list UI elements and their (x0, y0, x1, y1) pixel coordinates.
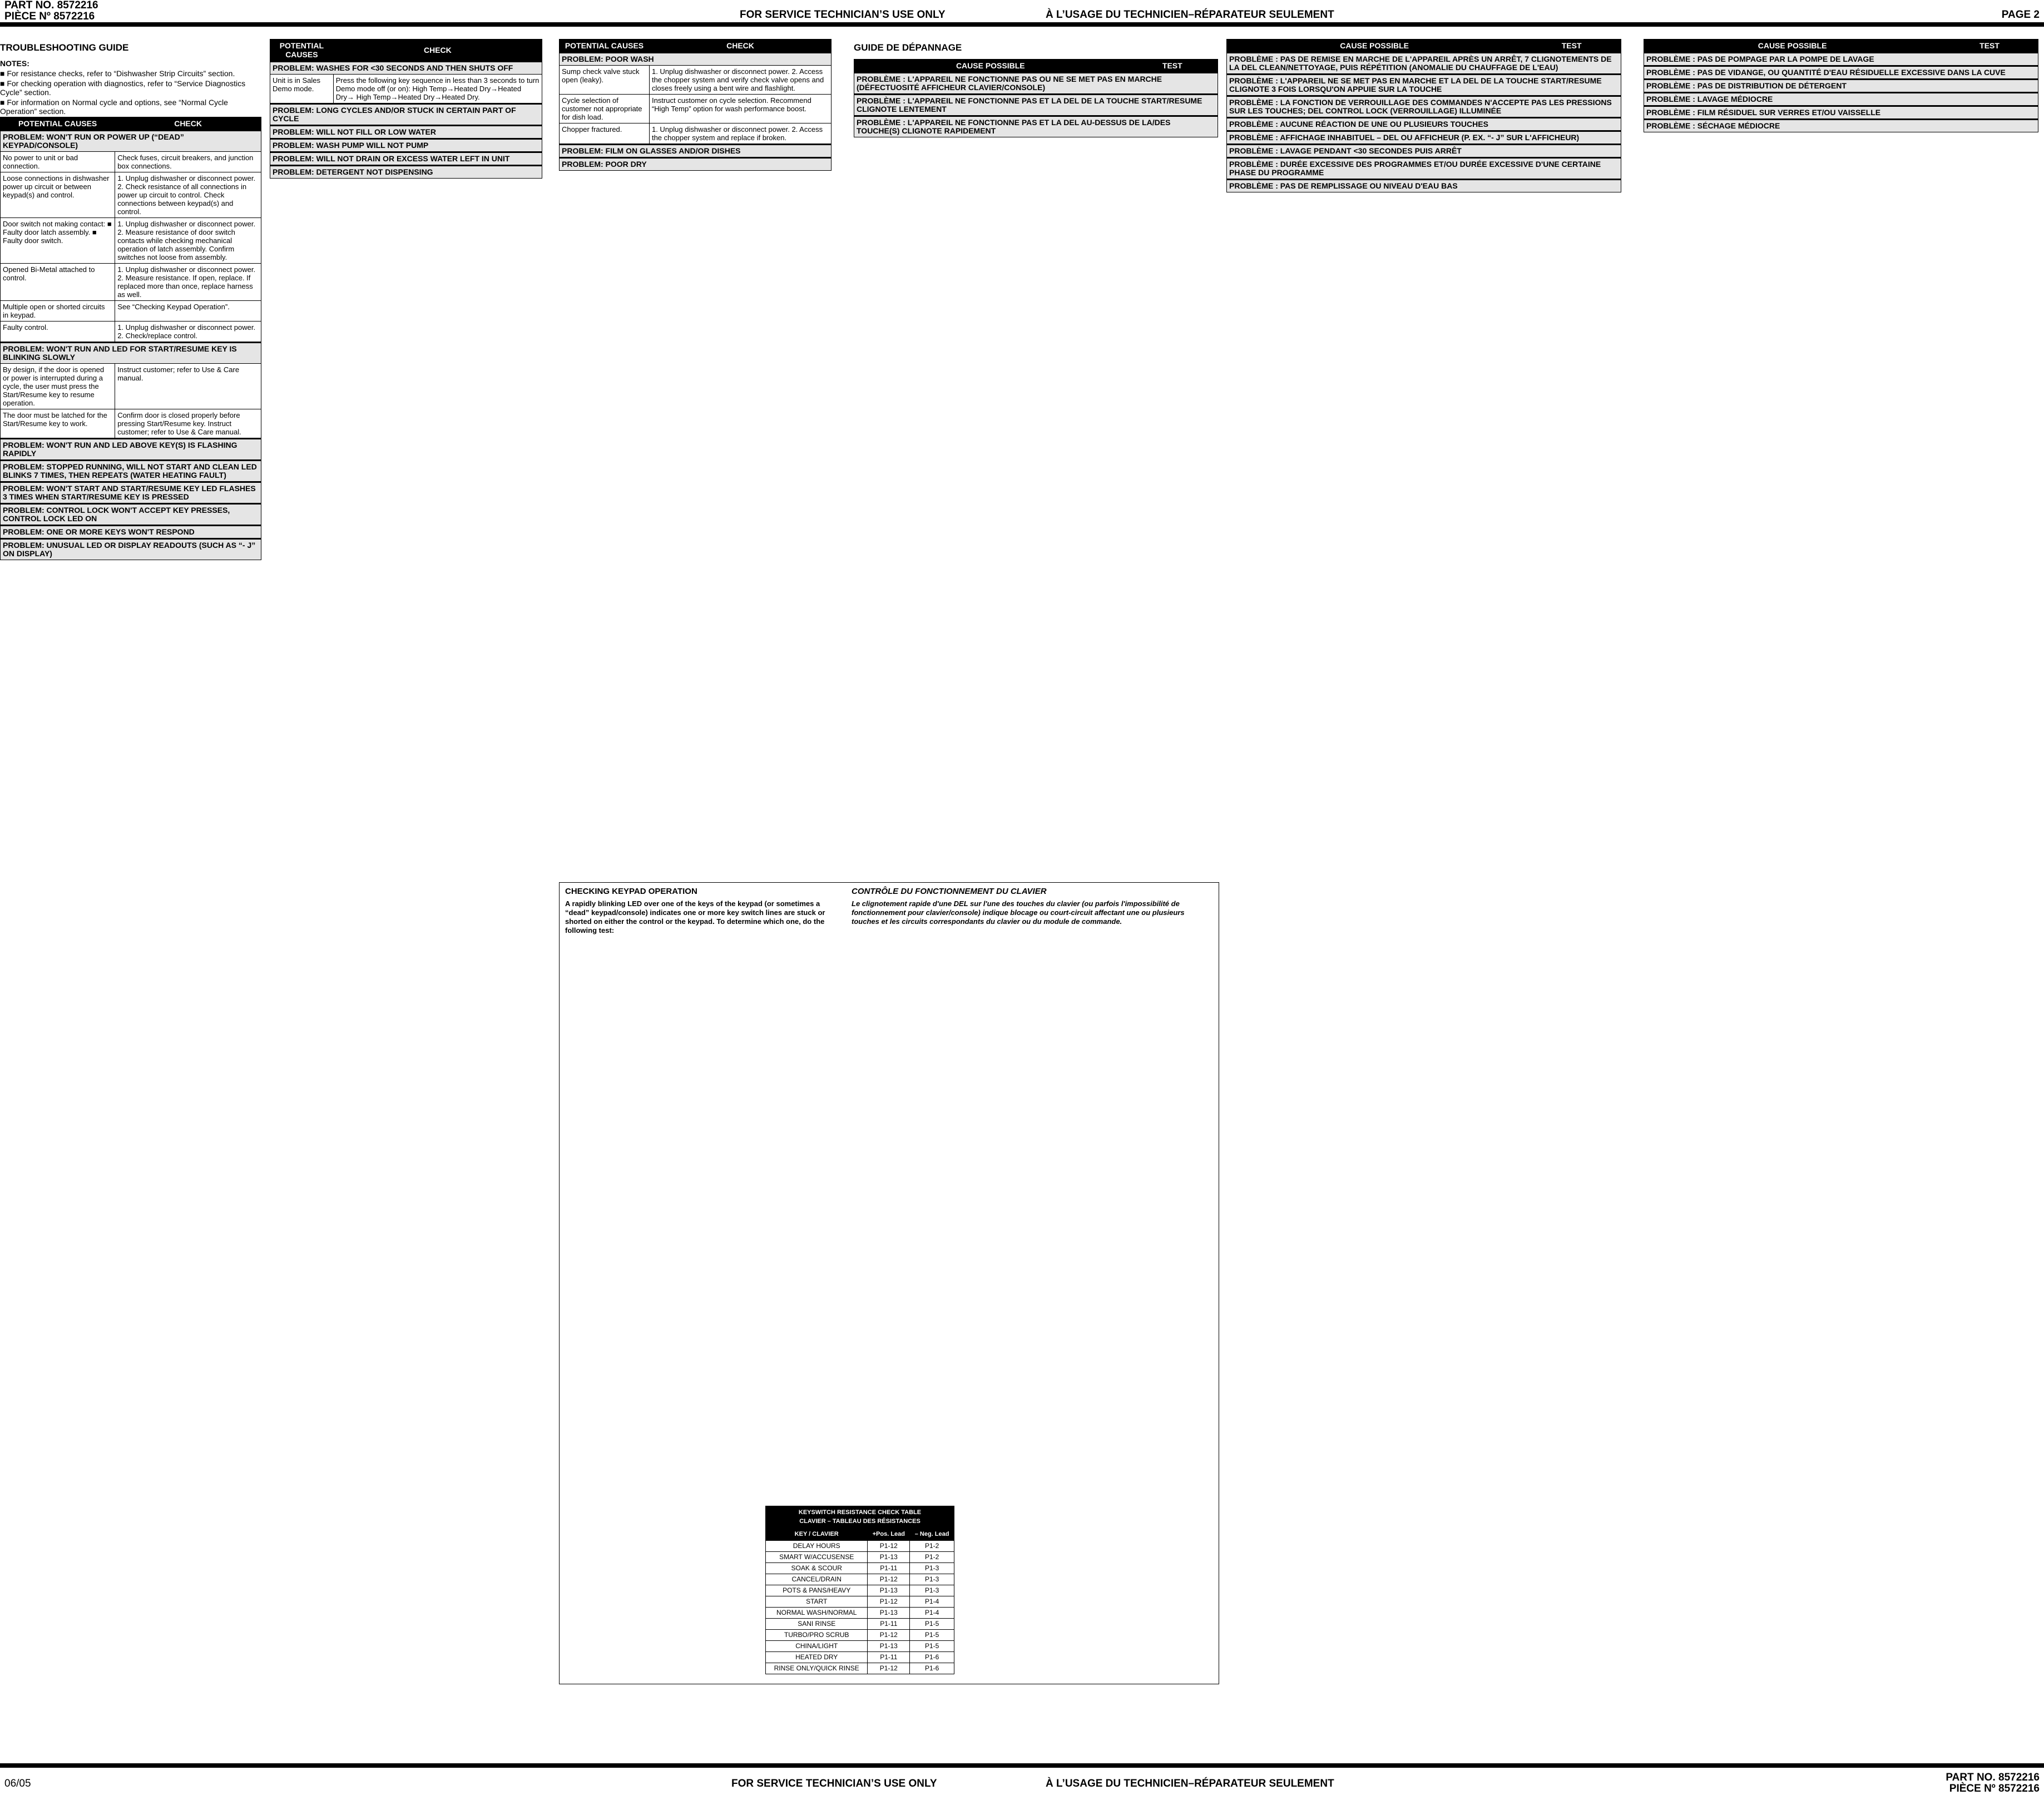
check-cell: See “Checking Keypad Operation”. (115, 301, 261, 322)
footer-date: 06/05 (4, 1778, 31, 1789)
header-cause: CAUSE POSSIBLE (1227, 39, 1522, 53)
pos-cell: P1-12 (868, 1574, 910, 1585)
neg-cell: P1-5 (910, 1619, 954, 1630)
problem-heading: PROBLEM: POOR DRY (560, 158, 832, 171)
note: ■ For resistance checks, refer to “Dishwasher Strip Circuits” section. (0, 69, 235, 78)
table-row (766, 1619, 954, 1630)
neg-cell: P1-5 (910, 1641, 954, 1652)
cause-cell: Faulty control. (1, 322, 115, 343)
table-row (766, 1641, 954, 1652)
key-cell: NORMAL WASH/NORMAL (766, 1608, 868, 1619)
problem-heading: PROBLÈME : LA FONCTION DE VERROUILLAGE DES COMMANDES N'ACCEPTE PAS LES PRESSIONS SUR LES TOUCHES; DEL CONTROL LOCK (VERROUILLAGE) ILLUMINÉE (1227, 96, 1621, 118)
problem-heading: PROBLÈME : L'APPAREIL NE FONCTIONNE PAS ET LA DEL DE LA TOUCHE START/RESUME CLIGNOTE LENTEMENT (854, 95, 1218, 116)
troubleshoot-table (270, 39, 542, 179)
column-3 (559, 39, 832, 873)
key-cell: SMART W/ACCUSENSE (766, 1552, 868, 1563)
keypad-en (565, 887, 843, 935)
ktable-title-fr: CLAVIER – TABLEAU DES RÉSISTANCES (799, 1518, 920, 1525)
problem-heading: PROBLÈME : PAS DE POMPAGE PAR LA POMPE DE LAVAGE (1644, 53, 2038, 66)
pos-cell: P1-13 (868, 1552, 910, 1563)
check-cell: Instruct customer on cycle selection. Recommend “High Temp” option for wash performance boost. (649, 95, 831, 123)
neg-cell: P1-4 (910, 1608, 954, 1619)
check-cell: Press the following key sequence in less than 3 seconds to turn Demo mode off (or on): High Temp→Heated Dry→Heated Dry→ High Temp→Heated Dry→Heated Dry. (333, 75, 542, 104)
ktable-header: – Neg. Lead (910, 1528, 954, 1541)
check-cell: Confirm door is closed properly before pressing Start/Resume key. Instruct customer; refer to Use & Care manual. (115, 409, 261, 439)
ktable-header: KEY / CLAVIER (766, 1528, 868, 1541)
header-cause: CAUSE POSSIBLE (1644, 39, 1941, 53)
neg-cell: P1-3 (910, 1563, 954, 1574)
cause-cell: Chopper fractured. (560, 123, 650, 145)
header-test: TEST (1127, 60, 1218, 73)
problem-heading: PROBLEM: WON'T RUN AND LED ABOVE KEY(S) IS FLASHING RAPIDLY (1, 439, 261, 461)
problem-heading: PROBLÈME : PAS DE VIDANGE, OU QUANTITÉ D'EAU RÉSIDUELLE EXCESSIVE DANS LA CUVE (1644, 66, 2038, 80)
table-row (1, 322, 261, 343)
header-cause: POTENTIAL CAUSES (560, 39, 650, 53)
table-row (270, 75, 542, 104)
problem-heading: PROBLEM: ONE OR MORE KEYS WON'T RESPOND (1, 526, 261, 539)
part-no: PART NO. 8572216 (4, 0, 98, 11)
problem-heading: PROBLEM: WILL NOT DRAIN OR EXCESS WATER LEFT IN UNIT (270, 152, 542, 166)
problem-heading: PROBLÈME : AUCUNE RÉACTION DE UNE OU PLUSIEURS TOUCHES (1227, 118, 1621, 131)
key-cell: CHINA/LIGHT (766, 1641, 868, 1652)
problem-heading: PROBLEM: WON'T RUN AND LED FOR START/RESUME KEY IS BLINKING SLOWLY (1, 343, 261, 364)
header-check: CHECK (115, 117, 261, 131)
pos-cell: P1-13 (868, 1641, 910, 1652)
pos-cell: P1-11 (868, 1652, 910, 1663)
column-2 (270, 39, 542, 1758)
check-cell: 1. Unplug dishwasher or disconnect power. 2. Access the chopper system and replace if broken. (649, 123, 831, 145)
problem-heading: PROBLEM: WON'T RUN OR POWER UP (“DEAD” KEYPAD/CONSOLE) (1, 131, 261, 152)
check-cell: 1. Unplug dishwasher or disconnect power. 2. Check resistance of all connections in power up circuit to control. Check connections between keypad(s) and control. (115, 172, 261, 218)
problem-heading: PROBLÈME : PAS DE REMPLISSAGE OU NIVEAU D'EAU BAS (1227, 180, 1621, 192)
problem-heading: PROBLÈME : L'APPAREIL NE FONCTIONNE PAS OU NE SE MET PAS EN MARCHE (DÉFECTUOSITÉ AFFICHEUR CLAVIER/CONSOLE) (854, 73, 1218, 95)
table-row (766, 1630, 954, 1641)
table-row (560, 95, 832, 123)
table-row (766, 1608, 954, 1619)
check-cell: 1. Unplug dishwasher or disconnect power. 2. Access the chopper system and verify check valve opens and closes freely using a bent wire and flashlight. (649, 66, 831, 95)
keypad-fr (852, 887, 1213, 926)
problem-heading: PROBLEM: UNUSUAL LED OR DISPLAY READOUTS (SUCH AS “- J” ON DISPLAY) (1, 539, 261, 560)
neg-cell: P1-2 (910, 1552, 954, 1563)
column-troubleshooting (0, 39, 261, 1758)
header-check: CHECK (649, 39, 831, 53)
table-row (1, 364, 261, 409)
footer-service-en: FOR SERVICE TECHNICIAN’S USE ONLY (731, 1778, 937, 1789)
problem-heading: PROBLÈME : AFFICHAGE INHABITUEL – DEL OU AFFICHEUR (P. EX. “- J” SUR L'AFFICHEUR) (1227, 131, 1621, 145)
check-cell: 1. Unplug dishwasher or disconnect power. 2. Measure resistance. If open, replace. If replaced more than once, replace harness as well. (115, 264, 261, 301)
header-cause: CAUSE POSSIBLE (854, 60, 1127, 73)
footer-service-fr: À L’USAGE DU TECHNICIEN–RÉPARATEUR SEULEMENT (1046, 1778, 1334, 1789)
table-row (766, 1596, 954, 1608)
table-row (1, 172, 261, 218)
troubleshoot-table (0, 117, 261, 560)
ktable-header: +Pos. Lead (868, 1528, 910, 1541)
notes-label: NOTES: (0, 59, 29, 68)
table-row (1, 409, 261, 439)
problem-heading: PROBLEM: WILL NOT FILL OR LOW WATER (270, 126, 542, 139)
footer-part-no: PART NO. 8572216 (1946, 1772, 2040, 1783)
piece-no: PIÈCE Nº 8572216 (4, 11, 95, 22)
problem-heading: PROBLEM: STOPPED RUNNING, WILL NOT START AND CLEAN LED BLINKS 7 TIMES, THEN REPEATS (WATER HEATING FAULT) (1, 461, 261, 482)
troubleshoot-table-fr (1644, 39, 2038, 132)
pos-cell: P1-13 (868, 1608, 910, 1619)
key-cell: DELAY HOURS (766, 1541, 868, 1552)
neg-cell: P1-4 (910, 1596, 954, 1608)
table-row (560, 123, 832, 145)
ktable-title: KEYSWITCH RESISTANCE CHECK TABLE (798, 1509, 922, 1516)
troubleshoot-table (559, 39, 832, 171)
table-row (766, 1663, 954, 1674)
problem-heading: PROBLEM: WASH PUMP WILL NOT PUMP (270, 139, 542, 152)
problem-heading: PROBLEM: FILM ON GLASSES AND/OR DISHES (560, 145, 832, 158)
cause-cell: Sump check valve stuck open (leaky). (560, 66, 650, 95)
problem-heading: PROBLÈME : PAS DE REMISE EN MARCHE DE L'APPAREIL APRÈS UN ARRÊT, 7 CLIGNOTEMENTS DE LA DEL CLEAN/NETTOYAGE, PUIS RÉPÉTITION (ANOMALIE DU CHAUFFAGE DE L'EAU) (1227, 53, 1621, 75)
cause-cell: Multiple open or shorted circuits in keypad. (1, 301, 115, 322)
problem-heading: PROBLEM: WON'T START AND START/RESUME KEY LED FLASHES 3 TIMES WHEN START/RESUME KEY IS PRESSED (1, 482, 261, 504)
table-row (1, 301, 261, 322)
header-test: TEST (1941, 39, 2038, 53)
footer-piece-no: PIÈCE Nº 8572216 (1949, 1783, 2040, 1794)
key-cell: POTS & PANS/HEAVY (766, 1585, 868, 1596)
pos-cell: P1-11 (868, 1619, 910, 1630)
page-number: PAGE 2 (2001, 9, 2040, 21)
table-row (1, 152, 261, 172)
troubleshoot-table-fr (1226, 39, 1621, 192)
header-part-number (4, 0, 98, 22)
header-cause: POTENTIAL CAUSES (1, 117, 115, 131)
problem-heading: PROBLÈME : DURÉE EXCESSIVE DES PROGRAMMES ET/OU DURÉE EXCESSIVE D'UNE CERTAINE PHASE DU PROGRAMME (1227, 158, 1621, 180)
neg-cell: P1-3 (910, 1585, 954, 1596)
neg-cell: P1-2 (910, 1541, 954, 1552)
bottom-bar (0, 1763, 2044, 1800)
header-service-fr: À L’USAGE DU TECHNICIEN–RÉPARATEUR SEULEMENT (1046, 9, 1334, 21)
column-4 (854, 39, 1218, 873)
top-bar (0, 0, 2044, 27)
pos-cell: P1-13 (868, 1585, 910, 1596)
key-cell: RINSE ONLY/QUICK RINSE (766, 1663, 868, 1674)
header-service-en: FOR SERVICE TECHNICIAN’S USE ONLY (740, 9, 946, 21)
table-row (766, 1652, 954, 1663)
problem-heading: PROBLEM: POOR WASH (560, 53, 832, 66)
table-row (1, 218, 261, 264)
table-row (766, 1541, 954, 1552)
note: ■ For information on Normal cycle and options, see “Normal Cycle Operation” section. (0, 98, 228, 116)
note: ■ For checking operation with diagnostics, refer to “Service Diagnostics Cycle” section. (0, 79, 246, 97)
keypad-intro-fr: Le clignotement rapide d'une DEL sur l'une des touches du clavier (ou parfois l'impossibilité de fonctionnement pour clavier/console) indique blocage ou court-circuit affectant une ou plusieurs touches et les circuits correspondants du clavier ou du module de commande. (852, 899, 1185, 926)
problem-heading: PROBLÈME : LAVAGE MÉDIOCRE (1644, 93, 2038, 106)
problem-heading: PROBLÈME : LAVAGE PENDANT <30 SECONDES PUIS ARRÊT (1227, 145, 1621, 158)
problem-heading: PROBLÈME : FILM RÉSIDUEL SUR VERRES ET/OU VAISSELLE (1644, 106, 2038, 120)
pos-cell: P1-12 (868, 1541, 910, 1552)
problem-heading: PROBLEM: LONG CYCLES AND/OR STUCK IN CERTAIN PART OF CYCLE (270, 104, 542, 126)
problem-heading: PROBLÈME : L'APPAREIL NE FONCTIONNE PAS ET LA DEL AU-DESSUS DE LA/DES TOUCHE(S) CLIGNOTE RAPIDEMENT (854, 116, 1218, 137)
check-cell: Instruct customer; refer to Use & Care manual. (115, 364, 261, 409)
header-cause: POTENTIAL CAUSES (270, 39, 334, 62)
table-row (766, 1574, 954, 1585)
keypad-intro-en: A rapidly blinking LED over one of the keys of the keypad (or sometimes a “dead” keypad/console) indicates one or more key switch lines are stuck or shorted on either the control or the keypad. To determine which one, do the following test: (565, 899, 825, 934)
header-check: CHECK (333, 39, 542, 62)
check-cell: Check fuses, circuit breakers, and junction box connections. (115, 152, 261, 172)
table-row (1, 264, 261, 301)
neg-cell: P1-3 (910, 1574, 954, 1585)
troubleshoot-table-fr (854, 59, 1218, 137)
cause-cell: Opened Bi-Metal attached to control. (1, 264, 115, 301)
key-cell: SOAK & SCOUR (766, 1563, 868, 1574)
cause-cell: By design, if the door is opened or power is interrupted during a cycle, the user must press the Start/Resume key to resume operation. (1, 364, 115, 409)
keypad-title-en: CHECKING KEYPAD OPERATION (565, 887, 697, 896)
problem-heading: PROBLEM: DETERGENT NOT DISPENSING (270, 166, 542, 179)
table-row (766, 1585, 954, 1596)
cause-cell: Door switch not making contact: ■ Faulty door latch assembly. ■ Faulty door switch. (1, 218, 115, 264)
neg-cell: P1-5 (910, 1630, 954, 1641)
problem-heading: PROBLEM: CONTROL LOCK WON'T ACCEPT KEY PRESSES, CONTROL LOCK LED ON (1, 504, 261, 526)
key-cell: TURBO/PRO SCRUB (766, 1630, 868, 1641)
keypad-check-section (559, 882, 1219, 1684)
table-row (560, 66, 832, 95)
column-5 (1226, 39, 1621, 1758)
pos-cell: P1-12 (868, 1663, 910, 1674)
problem-heading: PROBLÈME : L'APPAREIL NE SE MET PAS EN MARCHE ET LA DEL DE LA TOUCHE START/RESUME CLIGNOTE 3 FOIS LORSQU'ON APPUIE SUR LA TOUCHE (1227, 75, 1621, 96)
check-cell: 1. Unplug dishwasher or disconnect power. 2. Measure resistance of door switch contacts while checking mechanical operation of latch assembly. Confirm switches not loose from assembly. (115, 218, 261, 264)
guide-title-fr: GUIDE DE DÉPANNAGE (854, 42, 962, 53)
notes (0, 59, 261, 116)
problem-heading: PROBLÈME : PAS DE DISTRIBUTION DE DÉTERGENT (1644, 80, 2038, 93)
table-row (766, 1552, 954, 1563)
cause-cell: Cycle selection of customer not appropriate for dish load. (560, 95, 650, 123)
pos-cell: P1-11 (868, 1563, 910, 1574)
key-cell: SANI RINSE (766, 1619, 868, 1630)
cause-cell: Unit is in Sales Demo mode. (270, 75, 334, 104)
cause-cell: No power to unit or bad connection. (1, 152, 115, 172)
guide-title: TROUBLESHOOTING GUIDE (0, 42, 129, 53)
cause-cell: Loose connections in dishwasher power up circuit or between keypad(s) and control. (1, 172, 115, 218)
table-row (766, 1563, 954, 1574)
cause-cell: The door must be latched for the Start/Resume key to work. (1, 409, 115, 439)
header-test: TEST (1522, 39, 1621, 53)
neg-cell: P1-6 (910, 1663, 954, 1674)
key-cell: CANCEL/DRAIN (766, 1574, 868, 1585)
keyswitch-table (765, 1506, 954, 1674)
check-cell: 1. Unplug dishwasher or disconnect power. 2. Check/replace control. (115, 322, 261, 343)
key-cell: HEATED DRY (766, 1652, 868, 1663)
key-cell: START (766, 1596, 868, 1608)
footer-part (1946, 1772, 2040, 1794)
problem-heading: PROBLÈME : SÉCHAGE MÉDIOCRE (1644, 120, 2038, 132)
pos-cell: P1-12 (868, 1596, 910, 1608)
column-6 (1644, 39, 2038, 1758)
keypad-title-fr: CONTRÔLE DU FONCTIONNEMENT DU CLAVIER (852, 887, 1047, 896)
problem-heading: PROBLEM: WASHES FOR <30 SECONDS AND THEN SHUTS OFF (270, 62, 542, 75)
neg-cell: P1-6 (910, 1652, 954, 1663)
pos-cell: P1-12 (868, 1630, 910, 1641)
